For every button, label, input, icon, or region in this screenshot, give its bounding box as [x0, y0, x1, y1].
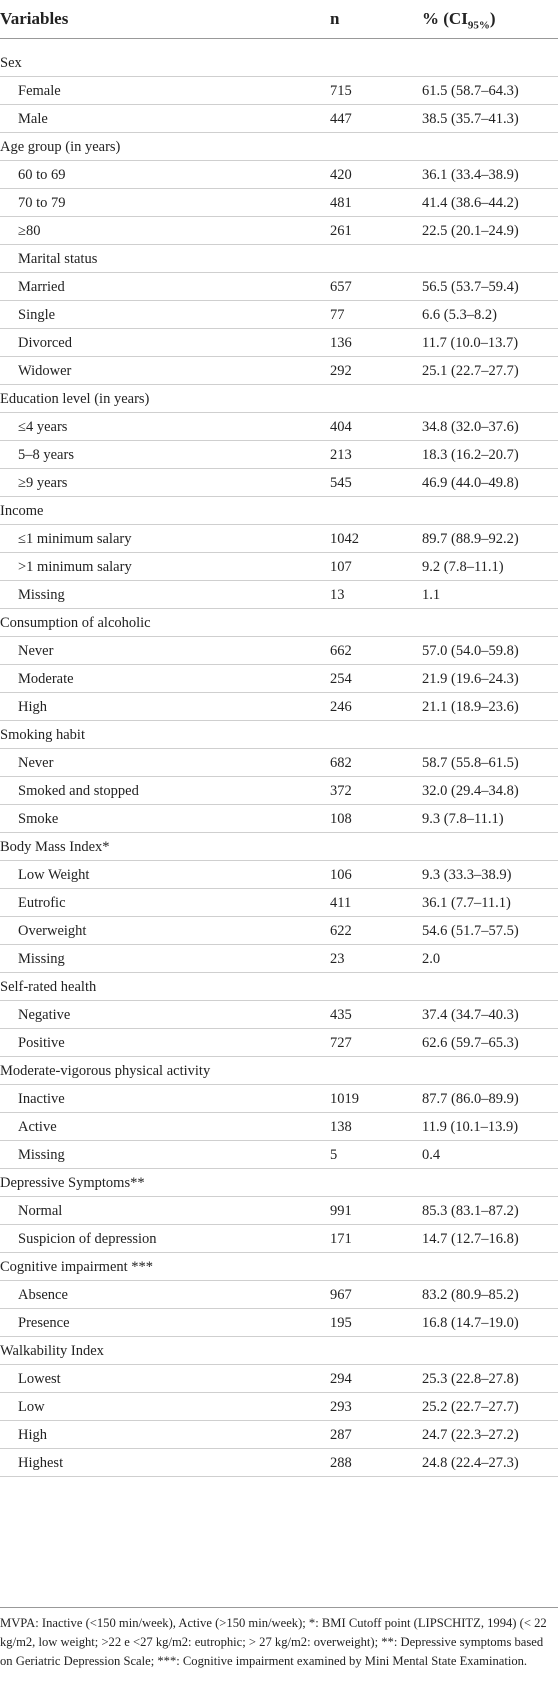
table-row — [0, 301, 558, 329]
row-percent-ci: 36.1 (7.7–11.1) — [422, 895, 511, 911]
table-row — [0, 749, 558, 777]
table-row — [0, 553, 558, 581]
row-n: 287 — [330, 1427, 352, 1443]
table-row — [0, 861, 558, 889]
row-percent-ci: 54.6 (51.7–57.5) — [422, 923, 519, 939]
table-row — [0, 1421, 558, 1449]
row-variable: Female — [18, 83, 61, 99]
row-n: 411 — [330, 895, 352, 911]
row-n: 967 — [330, 1287, 352, 1303]
row-variable: ≥80 — [18, 223, 41, 239]
row-n: 288 — [330, 1455, 352, 1471]
row-n: 622 — [330, 923, 352, 939]
row-variable: Smoking habit — [0, 727, 85, 743]
row-n: 662 — [330, 643, 352, 659]
row-percent-ci: 89.7 (88.9–92.2) — [422, 531, 519, 547]
table-row — [0, 1309, 558, 1337]
row-percent-ci: 34.8 (32.0–37.6) — [422, 419, 519, 435]
row-percent-ci: 41.4 (38.6–44.2) — [422, 195, 519, 211]
table-group-row — [0, 1169, 558, 1197]
row-variable: Smoked and stopped — [18, 783, 139, 799]
row-variable: Absence — [18, 1287, 68, 1303]
table-group-row — [0, 133, 558, 161]
header-pct-close: ) — [489, 9, 496, 28]
row-variable: Cognitive impairment *** — [0, 1259, 154, 1275]
row-percent-ci: 25.1 (22.7–27.7) — [422, 363, 519, 379]
row-variable: ≤4 years — [18, 419, 68, 435]
row-variable: 70 to 79 — [18, 195, 66, 211]
row-percent-ci: 32.0 (29.4–34.8) — [422, 783, 519, 799]
row-n: 294 — [330, 1371, 352, 1387]
row-variable: Missing — [18, 587, 65, 603]
row-n: 293 — [330, 1399, 352, 1415]
row-percent-ci: 11.7 (10.0–13.7) — [422, 335, 519, 351]
row-variable: Missing — [18, 1147, 65, 1163]
table-group-row — [0, 609, 558, 637]
row-variable: Divorced — [18, 335, 72, 351]
row-variable: Income — [0, 503, 44, 519]
row-variable: Walkability Index — [0, 1343, 104, 1359]
row-percent-ci: 85.3 (83.1–87.2) — [422, 1203, 519, 1219]
row-variable: Normal — [18, 1203, 63, 1219]
row-n: 108 — [330, 811, 352, 827]
table-row — [0, 413, 558, 441]
table-group-row — [0, 833, 558, 861]
table-row — [0, 777, 558, 805]
table-row — [0, 637, 558, 665]
row-variable: ≤1 minimum salary — [18, 531, 132, 547]
table-row — [0, 1449, 558, 1477]
table-row — [0, 357, 558, 385]
table-row — [0, 105, 558, 133]
row-percent-ci: 9.3 (33.3–38.9) — [422, 867, 512, 883]
row-percent-ci: 1.1 — [422, 587, 441, 603]
row-percent-ci: 37.4 (34.7–40.3) — [422, 1007, 519, 1023]
row-variable: Married — [18, 279, 65, 295]
row-n: 13 — [330, 587, 345, 603]
row-n: 107 — [330, 559, 352, 575]
row-percent-ci: 24.7 (22.3–27.2) — [422, 1427, 519, 1443]
row-variable: 5–8 years — [18, 447, 74, 463]
row-n: 682 — [330, 755, 352, 771]
row-variable: High — [18, 1427, 47, 1443]
table-row — [0, 189, 558, 217]
row-variable: Depressive Symptoms** — [0, 1175, 145, 1191]
row-variable: Active — [18, 1119, 57, 1135]
row-variable: Positive — [18, 1035, 65, 1051]
row-n: 1019 — [330, 1091, 359, 1107]
header-pct-subscript: 95% — [467, 19, 490, 32]
table-group-row — [0, 385, 558, 413]
row-percent-ci: 16.8 (14.7–19.0) — [422, 1315, 519, 1331]
table-row — [0, 217, 558, 245]
row-variable: Never — [18, 643, 54, 659]
row-n: 657 — [330, 279, 352, 295]
row-n: 481 — [330, 195, 352, 211]
row-percent-ci: 46.9 (44.0–49.8) — [422, 475, 519, 491]
table-row — [0, 917, 558, 945]
table-row — [0, 1113, 558, 1141]
row-variable: Body Mass Index* — [0, 839, 110, 855]
header-rule — [0, 38, 558, 39]
row-percent-ci: 61.5 (58.7–64.3) — [422, 83, 519, 99]
row-n: 545 — [330, 475, 352, 491]
table-footnote: MVPA: Inactive (<150 min/week), Active (>150 min/week); *: BMI Cutoff point (LIPSCHITZ, 1994) (< 22 kg/m2, low weight; >22 e <27 kg/m2: eutrophic; > 27 kg/m2: overweight); **: Depressive symptoms based on Geriatric Depression Scale; ***: Cognitive impairment examined by Mini Mental State Examination. — [0, 1616, 547, 1668]
table-row — [0, 945, 558, 973]
row-percent-ci: 11.9 (10.1–13.9) — [422, 1119, 519, 1135]
row-variable: Single — [18, 307, 56, 323]
table-row — [0, 469, 558, 497]
row-percent-ci: 83.2 (80.9–85.2) — [422, 1287, 519, 1303]
table-row — [0, 805, 558, 833]
row-n: 195 — [330, 1315, 352, 1331]
row-percent-ci: 21.9 (19.6–24.3) — [422, 671, 519, 687]
row-variable: Presence — [18, 1315, 70, 1331]
row-n: 261 — [330, 223, 352, 239]
row-percent-ci: 25.2 (22.7–27.7) — [422, 1399, 519, 1415]
row-n: 292 — [330, 363, 352, 379]
row-percent-ci: 21.1 (18.9–23.6) — [422, 699, 519, 715]
row-n: 1042 — [330, 531, 359, 547]
row-variable: Age group (in years) — [0, 139, 121, 155]
row-percent-ci: 87.7 (86.0–89.9) — [422, 1091, 519, 1107]
row-percent-ci: 0.4 — [422, 1147, 441, 1163]
row-percent-ci: 25.3 (22.8–27.8) — [422, 1371, 519, 1387]
table-row — [0, 161, 558, 189]
row-variable: Moderate — [18, 671, 74, 687]
row-variable: Missing — [18, 951, 65, 967]
row-variable: Consumption of alcoholic — [0, 615, 151, 631]
row-percent-ci: 62.6 (59.7–65.3) — [422, 1035, 519, 1051]
row-percent-ci: 6.6 (5.3–8.2) — [422, 307, 497, 323]
table-row — [0, 1197, 558, 1225]
row-percent-ci: 24.8 (22.4–27.3) — [422, 1455, 519, 1471]
table-header — [0, 0, 558, 40]
row-variable: Low — [18, 1399, 45, 1415]
table-group-row — [0, 497, 558, 525]
row-variable: Inactive — [18, 1091, 65, 1107]
table-row — [0, 665, 558, 693]
table-group-row — [0, 1337, 558, 1365]
row-n: 435 — [330, 1007, 352, 1023]
row-n: 213 — [330, 447, 352, 463]
header-pct-label: % (CI — [422, 9, 468, 28]
row-percent-ci: 36.1 (33.4–38.9) — [422, 167, 519, 183]
row-n: 77 — [330, 307, 345, 323]
row-variable: 60 to 69 — [18, 167, 66, 183]
row-variable: Marital status — [18, 251, 98, 267]
row-n: 991 — [330, 1203, 352, 1219]
header-n: n — [330, 9, 340, 28]
table-row — [0, 1281, 558, 1309]
row-variable: Eutrofic — [18, 895, 66, 911]
row-n: 106 — [330, 867, 352, 883]
row-n: 404 — [330, 419, 352, 435]
row-variable: Never — [18, 755, 54, 771]
row-variable: Lowest — [18, 1371, 61, 1387]
row-percent-ci: 9.3 (7.8–11.1) — [422, 811, 504, 827]
header-variables: Variables — [0, 9, 69, 28]
row-n: 447 — [330, 111, 352, 127]
table-row — [0, 1085, 558, 1113]
table-group-row — [0, 1057, 558, 1085]
row-variable: Highest — [18, 1455, 64, 1471]
row-n: 138 — [330, 1119, 352, 1135]
table-row — [0, 245, 558, 273]
table-row — [0, 1029, 558, 1057]
row-n: 254 — [330, 671, 352, 687]
row-variable: Education level (in years) — [0, 391, 150, 407]
row-n: 715 — [330, 83, 352, 99]
table-row — [0, 329, 558, 357]
row-n: 372 — [330, 783, 352, 799]
table-row — [0, 525, 558, 553]
row-percent-ci: 57.0 (54.0–59.8) — [422, 643, 519, 659]
row-variable: Widower — [18, 363, 72, 379]
row-percent-ci: 9.2 (7.8–11.1) — [422, 559, 504, 575]
table-row — [0, 273, 558, 301]
row-variable: Male — [18, 111, 48, 127]
row-variable: ≥9 years — [18, 475, 68, 491]
row-n: 5 — [330, 1147, 338, 1163]
row-percent-ci: 38.5 (35.7–41.3) — [422, 111, 519, 127]
row-variable: Suspicion of depression — [18, 1231, 157, 1247]
row-variable: Self-rated health — [0, 979, 97, 995]
row-percent-ci: 56.5 (53.7–59.4) — [422, 279, 519, 295]
row-variable: Low Weight — [18, 867, 90, 883]
table-group-row — [0, 49, 558, 77]
row-variable: Sex — [0, 55, 22, 71]
table-row — [0, 1001, 558, 1029]
table-row — [0, 1141, 558, 1169]
row-percent-ci: 2.0 — [422, 951, 441, 967]
row-n: 171 — [330, 1231, 352, 1247]
header-percent-ci — [422, 9, 495, 31]
row-variable: Negative — [18, 1007, 71, 1023]
row-n: 727 — [330, 1035, 352, 1051]
row-variable: Smoke — [18, 811, 59, 827]
row-percent-ci: 58.7 (55.8–61.5) — [422, 755, 519, 771]
table-row — [0, 1365, 558, 1393]
table-bottom-rule — [0, 1607, 558, 1608]
row-divider — [0, 1476, 558, 1477]
table-row — [0, 889, 558, 917]
row-n: 420 — [330, 167, 352, 183]
table-row — [0, 693, 558, 721]
row-n: 246 — [330, 699, 352, 715]
table-group-row — [0, 721, 558, 749]
row-variable: Moderate-vigorous physical activity — [0, 1063, 211, 1079]
row-percent-ci: 22.5 (20.1–24.9) — [422, 223, 519, 239]
row-n: 136 — [330, 335, 352, 351]
table-row — [0, 441, 558, 469]
table-row — [0, 77, 558, 105]
row-variable: High — [18, 699, 47, 715]
table-row — [0, 1225, 558, 1253]
table-group-row — [0, 1253, 558, 1281]
table-row — [0, 1393, 558, 1421]
row-variable: Overweight — [18, 923, 87, 939]
row-n: 23 — [330, 951, 345, 967]
row-variable: >1 minimum salary — [18, 559, 132, 575]
row-percent-ci: 18.3 (16.2–20.7) — [422, 447, 519, 463]
row-percent-ci: 14.7 (12.7–16.8) — [422, 1231, 519, 1247]
table-row — [0, 581, 558, 609]
table-group-row — [0, 973, 558, 1001]
table-body — [0, 49, 558, 1477]
